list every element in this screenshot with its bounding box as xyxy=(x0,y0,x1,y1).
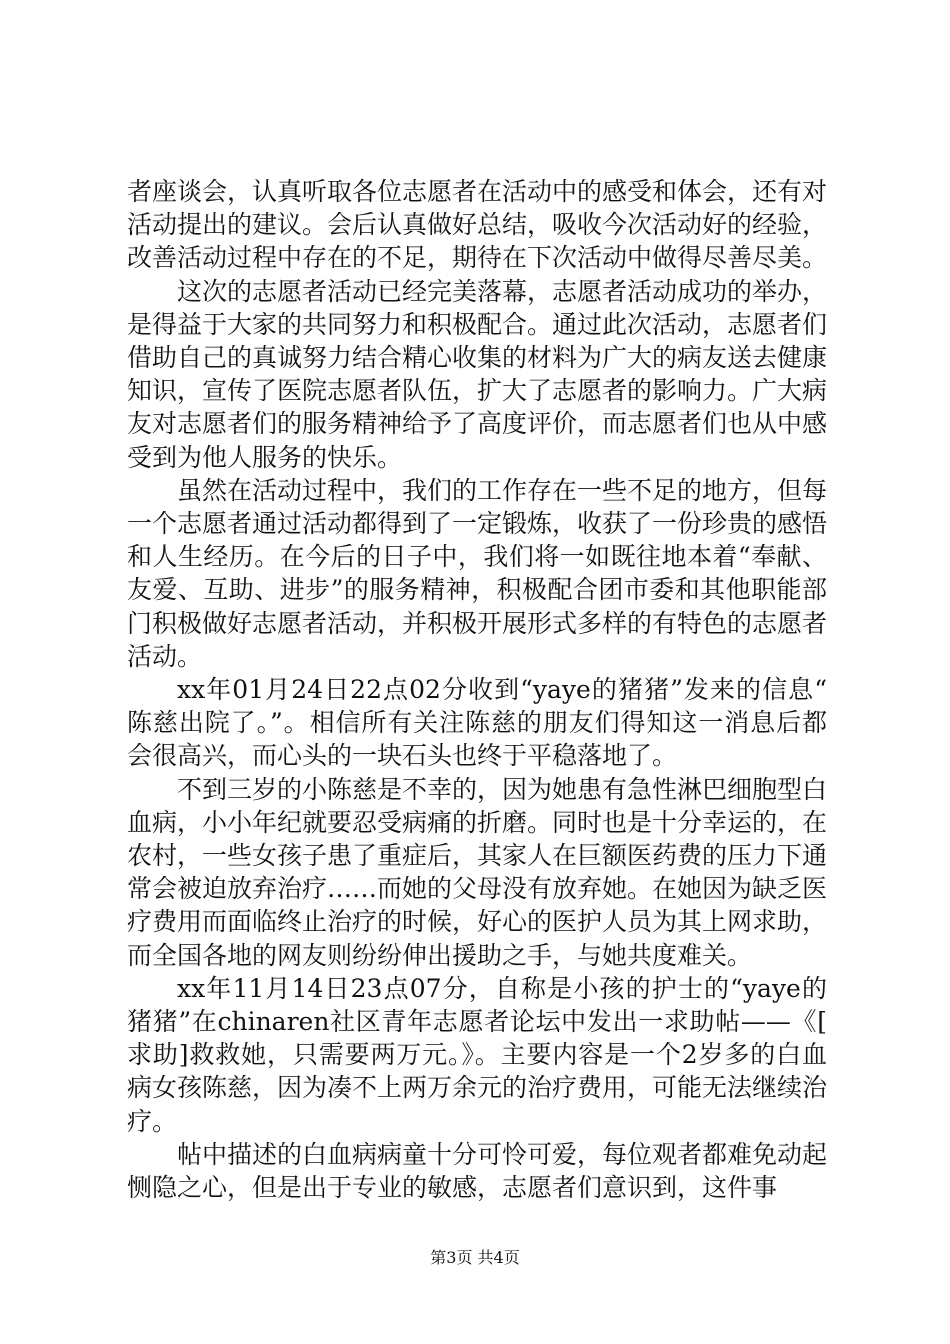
paragraph-7: 帖中描述的白血病病童十分可怜可爱，每位观者都难免动起恻隐之心，但是出于专业的敏感，志愿者们意识到，这件事 xyxy=(127,1139,828,1203)
paragraph-6: xx年11月14日23点07分，自称是小孩的护士的“yaye的猪猪”在chinaren社区青年志愿者论坛中发出一求助帖——《[求助]救救她，只需要两万元。》。主要内容是一个2岁多的白血病女孩陈慈，因为凑不上两万余元的治疗费用，可能无法继续治疗。 xyxy=(127,973,828,1136)
page-footer: 第3页 共4页 xyxy=(430,1248,520,1267)
document-body xyxy=(127,175,827,1204)
paragraph-5: 不到三岁的小陈慈是不幸的，因为她患有急性淋巴细胞型白血病，小小年纪就要忍受病痛的折磨。同时也是十分幸运的，在农村，一些女孩子患了重症后，其家人在巨额医药费的压力下通常会被迫放弃治疗……而她的父母没有放弃她。在她因为缺乏医疗费用而面临终止治疗的时候，好心的医护人员为其上网求助，而全国各地的网友则纷纷伸出援助之手，与她共度难关。 xyxy=(127,774,828,970)
paragraph-3: 虽然在活动过程中，我们的工作存在一些不足的地方，但每一个志愿者通过活动都得到了一定锻炼，收获了一份珍贵的感悟和人生经历。在今后的日子中，我们将一如既往地本着“奉献、友爱、互助、进步”的服务精神，积极配合团市委和其他职能部门积极做好志愿者活动，并积极开展形式多样的有特色的志愿者活动。 xyxy=(127,475,828,671)
paragraph-1: 者座谈会，认真听取各位志愿者在活动中的感受和体会，还有对活动提出的建议。会后认真做好总结，吸收今次活动好的经验，改善活动过程中存在的不足，期待在下次活动中做得尽善尽美。 xyxy=(127,177,828,273)
paragraph-4: xx年01月24日22点02分收到“yaye的猪猪”发来的信息“陈慈出院了。”。相信所有关注陈慈的朋友们得知这一消息后都会很高兴，而心头的一块石头也终于平稳落地了。 xyxy=(127,675,827,771)
paragraph-2: 这次的志愿者活动已经完美落幕，志愿者活动成功的举办，是得益于大家的共同努力和积极配合。通过此次活动，志愿者们借助自己的真诚努力结合精心收集的材料为广大的病友送去健康知识，宣传了医院志愿者队伍，扩大了志愿者的影响力。广大病友对志愿者们的服务精神给予了高度评价，而志愿者们也从中感受到为他人服务的快乐。 xyxy=(127,276,828,472)
